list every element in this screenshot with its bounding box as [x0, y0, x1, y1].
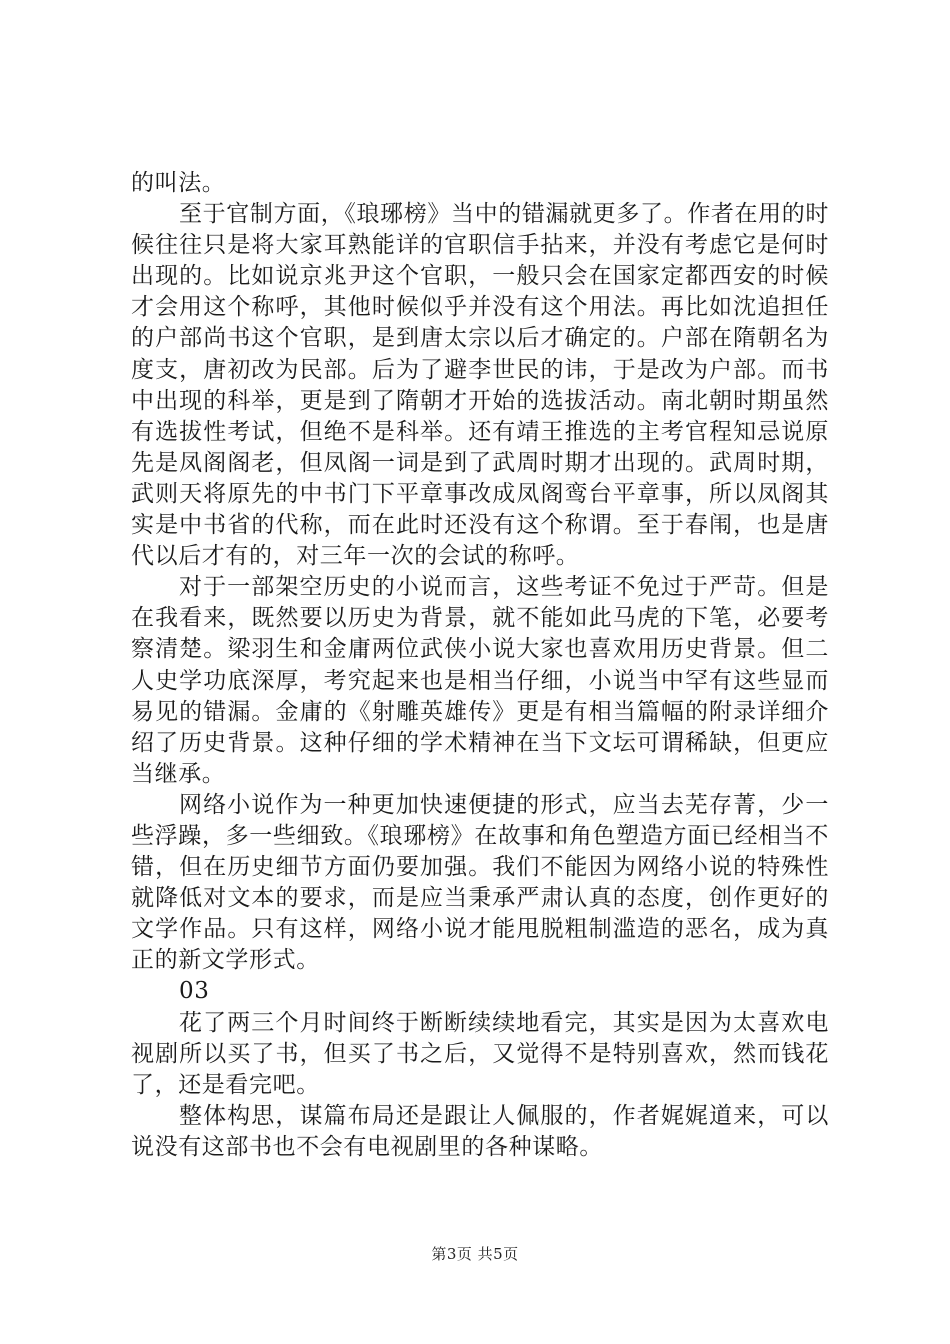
- paragraph-official-system: 至于官制方面，《琅琊榜》当中的错漏就更多了。作者在用的时候往往只是将大家耳熟能详的官职信手拈来，并没有考虑它是何时出现的。比如说京兆尹这个官职，一般只会在国家定都西安的时候才会用这个称呼，其他时候似乎并没有这个用法。再比如沈追担任的户部尚书这个官职，是到唐太宗以后才确定的。户部在隋朝名为度支，唐初改为民部。后为了避李世民的讳，于是改为户部。而书中出现的科举，更是到了隋朝才开始的选拔活动。南北朝时期虽然有选拔性考试，但绝不是科举。还有靖王推选的主考官程知忌说原先是凤阁阁老，但凤阁一词是到了武周时期才出现的。武周时期，武则天将原先的中书门下平章事改成凤阁鸾台平章事，所以凤阁其实是中书省的代称，而在此时还没有这个称谓。至于春闱，也是唐代以后才有的，对三年一次的会试的称呼。: [131, 201, 829, 570]
- paragraph-overall-structure: 整体构思，谋篇布局还是跟让人佩服的，作者娓娓道来，可以说没有这部书也不会有电视剧里的各种谋略。: [131, 1102, 829, 1160]
- paragraph-web-novel: 网络小说作为一种更加快速便捷的形式，应当去芜存菁，少一些浮躁，多一些细致。《琅琊榜》在故事和角色塑造方面已经相当不错，但在历史细节方面仍要加强。我们不能因为网络小说的特殊性就降低对文本的要求，而是应当秉承严肃认真的态度，创作更好的文学作品。只有这样，网络小说才能甩脱粗制滥造的恶名，成为真正的新文学形式。: [131, 791, 829, 974]
- section-number: 03: [179, 978, 210, 1005]
- paragraph-continuation: 的叫法。: [131, 170, 226, 196]
- page-footer: [0, 1243, 950, 1264]
- page-number-label: 第3页 共5页: [431, 1245, 519, 1263]
- paragraph-fictional-history: 对于一部架空历史的小说而言，这些考证不免过于严苛。但是在我看来，既然要以历史为背景，就不能如此马虎的下笔，必要考察清楚。梁羽生和金庸两位武侠小说大家也喜欢用历史背景。但二人史学功底深厚，考究起来也是相当仔细，小说当中罕有这些显而易见的错漏。金庸的《射雕英雄传》更是有相当篇幅的附录详细介绍了历史背景。这种仔细的学术精神在当下文坛可谓稀缺，但更应当继承。: [131, 574, 829, 787]
- body-text: [131, 168, 829, 1163]
- paragraph-reading-experience: 花了两三个月时间终于断断续续地看完，其实是因为太喜欢电视剧所以买了书，但买了书之后，又觉得不是特别喜欢，然而钱花了，还是看完吧。: [131, 1009, 829, 1098]
